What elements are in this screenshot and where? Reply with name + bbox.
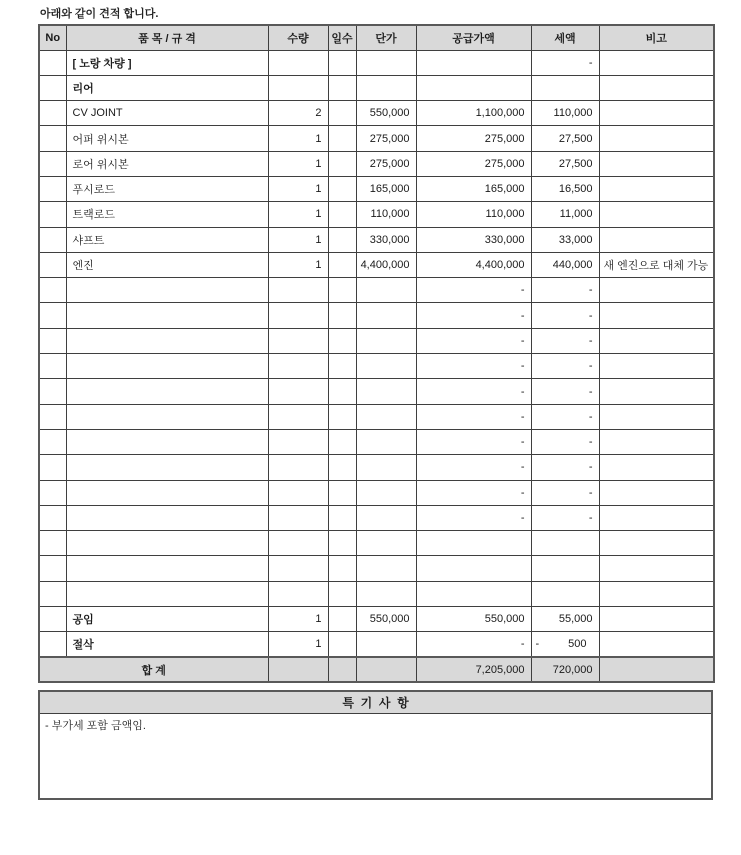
no-cell (39, 328, 66, 353)
total-row (39, 657, 714, 682)
no-cell (39, 379, 66, 404)
header-unit-price: 단가 (356, 25, 416, 50)
special-notes-box (38, 690, 713, 800)
tax-cell: - (531, 328, 599, 353)
unit-price-cell (356, 505, 416, 530)
note-cell (599, 657, 714, 682)
header-no: No (39, 25, 66, 50)
note-cell (599, 227, 714, 252)
days-cell (328, 202, 356, 227)
table-row (39, 505, 714, 530)
note-cell (599, 379, 714, 404)
supply-cell: - (416, 455, 531, 480)
unit-price-cell: 275,000 (356, 151, 416, 176)
note-cell (599, 354, 714, 379)
item-cell: 공임 (66, 607, 268, 632)
qty-cell: 1 (268, 607, 328, 632)
header-item-spec: 품 목 / 규 격 (66, 25, 268, 50)
unit-price-cell (356, 379, 416, 404)
no-cell (39, 632, 66, 657)
unit-price-cell: 550,000 (356, 607, 416, 632)
days-cell (328, 531, 356, 556)
table-row (39, 202, 714, 227)
supply-cell: - (416, 303, 531, 328)
table-row (39, 354, 714, 379)
note-cell (599, 480, 714, 505)
tax-cell: 720,000 (531, 657, 599, 682)
table-row (39, 480, 714, 505)
days-cell (328, 556, 356, 581)
table-row (39, 75, 714, 100)
qty-cell: 1 (268, 176, 328, 201)
days-cell (328, 151, 356, 176)
table-row (39, 404, 714, 429)
no-cell (39, 75, 66, 100)
note-cell (599, 607, 714, 632)
item-cell (66, 328, 268, 353)
supply-cell (416, 581, 531, 606)
item-cell: CV JOINT (66, 101, 268, 126)
days-cell (328, 379, 356, 404)
item-cell (66, 429, 268, 454)
item-cell: [ 노랑 차량 ] (66, 50, 268, 75)
no-cell (39, 455, 66, 480)
item-cell (66, 480, 268, 505)
unit-price-cell (356, 632, 416, 657)
days-cell (328, 607, 356, 632)
days-cell (328, 404, 356, 429)
note-cell (599, 151, 714, 176)
days-cell (328, 429, 356, 454)
supply-cell (416, 75, 531, 100)
header-remarks: 비고 (599, 25, 714, 50)
qty-cell: 1 (268, 632, 328, 657)
note-cell (599, 328, 714, 353)
days-cell (328, 126, 356, 151)
table-row (39, 252, 714, 277)
item-cell: 어퍼 위시본 (66, 126, 268, 151)
table-row (39, 531, 714, 556)
table-row (39, 126, 714, 151)
quotation-table (38, 24, 715, 683)
supply-cell: 330,000 (416, 227, 531, 252)
note-cell (599, 632, 714, 657)
no-cell (39, 50, 66, 75)
header-tax: 세액 (531, 25, 599, 50)
no-cell (39, 303, 66, 328)
tax-cell: - (531, 50, 599, 75)
tax-cell (531, 75, 599, 100)
item-cell (66, 505, 268, 530)
tax-cell: - (531, 505, 599, 530)
intro-text: 아래와 같이 견적 합니다. (40, 8, 159, 20)
supply-cell (416, 556, 531, 581)
note-cell (599, 278, 714, 303)
days-cell (328, 657, 356, 682)
note-cell (599, 126, 714, 151)
days-cell (328, 354, 356, 379)
table-row (39, 556, 714, 581)
header-supply-amount: 공급가액 (416, 25, 531, 50)
supply-cell: 550,000 (416, 607, 531, 632)
tax-cell: - (531, 480, 599, 505)
special-notes-content: - 부가세 포함 금액임. (45, 720, 146, 732)
unit-price-cell: 275,000 (356, 126, 416, 151)
no-cell (39, 202, 66, 227)
supply-cell: 110,000 (416, 202, 531, 227)
qty-cell: 1 (268, 252, 328, 277)
table-row (39, 303, 714, 328)
item-cell (66, 278, 268, 303)
table-row (39, 581, 714, 606)
qty-cell (268, 657, 328, 682)
tax-accounting-format: - 500 (535, 638, 587, 651)
no-cell (39, 278, 66, 303)
tax-cell: - (531, 379, 599, 404)
no-cell (39, 429, 66, 454)
unit-price-cell (356, 354, 416, 379)
tax-cell: 110,000 (531, 101, 599, 126)
note-cell (599, 581, 714, 606)
tax-cell (531, 581, 599, 606)
supply-cell: 275,000 (416, 126, 531, 151)
no-cell (39, 505, 66, 530)
table-row (39, 455, 714, 480)
item-cell (66, 581, 268, 606)
note-cell (599, 505, 714, 530)
table-row (39, 278, 714, 303)
tax-cell: - (531, 404, 599, 429)
item-cell (66, 303, 268, 328)
table-row (39, 176, 714, 201)
no-cell (39, 531, 66, 556)
no-cell (39, 151, 66, 176)
note-cell (599, 176, 714, 201)
item-cell (66, 354, 268, 379)
qty-cell (268, 556, 328, 581)
qty-cell (268, 480, 328, 505)
no-cell (39, 227, 66, 252)
unit-price-cell: 550,000 (356, 101, 416, 126)
no-cell (39, 556, 66, 581)
items-body (39, 50, 714, 682)
qty-cell (268, 379, 328, 404)
table-row (39, 429, 714, 454)
supply-cell: 4,400,000 (416, 252, 531, 277)
note-cell (599, 50, 714, 75)
table-row (39, 607, 714, 632)
item-cell: 트랙로드 (66, 202, 268, 227)
tax-cell: 27,500 (531, 151, 599, 176)
days-cell (328, 101, 356, 126)
tax-cell (531, 531, 599, 556)
item-cell (66, 455, 268, 480)
unit-price-cell (356, 657, 416, 682)
no-cell (39, 252, 66, 277)
tax-cell (531, 632, 599, 657)
days-cell (328, 505, 356, 530)
table-row (39, 50, 714, 75)
supply-cell: - (416, 379, 531, 404)
supply-cell: 1,100,000 (416, 101, 531, 126)
unit-price-cell (356, 581, 416, 606)
item-cell: 푸시로드 (66, 176, 268, 201)
qty-cell: 1 (268, 202, 328, 227)
no-cell (39, 581, 66, 606)
supply-cell (416, 50, 531, 75)
supply-cell: 7,205,000 (416, 657, 531, 682)
qty-cell: 1 (268, 126, 328, 151)
qty-cell (268, 404, 328, 429)
no-cell (39, 404, 66, 429)
qty-cell: 2 (268, 101, 328, 126)
tax-cell: - (531, 278, 599, 303)
tax-cell: 33,000 (531, 227, 599, 252)
days-cell (328, 227, 356, 252)
item-cell: 엔진 (66, 252, 268, 277)
supply-cell: - (416, 480, 531, 505)
unit-price-cell (356, 480, 416, 505)
no-cell (39, 101, 66, 126)
item-cell (66, 531, 268, 556)
qty-cell (268, 581, 328, 606)
no-cell (39, 126, 66, 151)
qty-cell (268, 531, 328, 556)
qty-cell (268, 455, 328, 480)
unit-price-cell (356, 75, 416, 100)
unit-price-cell: 110,000 (356, 202, 416, 227)
unit-price-cell: 330,000 (356, 227, 416, 252)
supply-cell: - (416, 278, 531, 303)
days-cell (328, 176, 356, 201)
table-row (39, 151, 714, 176)
note-cell (599, 101, 714, 126)
days-cell (328, 480, 356, 505)
item-cell: 샤프트 (66, 227, 268, 252)
table-row (39, 379, 714, 404)
qty-cell: 1 (268, 151, 328, 176)
no-cell (39, 607, 66, 632)
no-cell (39, 480, 66, 505)
supply-cell: 165,000 (416, 176, 531, 201)
table-header-row (39, 25, 714, 50)
item-cell: 로어 위시본 (66, 151, 268, 176)
total-label-cell: 합 계 (39, 657, 268, 682)
note-cell (599, 303, 714, 328)
qty-cell (268, 328, 328, 353)
header-days: 일수 (328, 25, 356, 50)
item-cell (66, 379, 268, 404)
qty-cell (268, 354, 328, 379)
qty-cell (268, 303, 328, 328)
special-notes-title: 특 기 사 항 (40, 692, 711, 714)
unit-price-cell (356, 278, 416, 303)
unit-price-cell (356, 531, 416, 556)
item-cell (66, 556, 268, 581)
days-cell (328, 581, 356, 606)
qty-cell (268, 505, 328, 530)
tax-cell: - (531, 354, 599, 379)
supply-cell: - (416, 429, 531, 454)
supply-cell: - (416, 505, 531, 530)
table-row (39, 101, 714, 126)
unit-price-cell (356, 455, 416, 480)
note-cell (599, 75, 714, 100)
supply-cell (416, 531, 531, 556)
days-cell (328, 632, 356, 657)
tax-cell (531, 556, 599, 581)
unit-price-cell (356, 50, 416, 75)
qty-cell (268, 75, 328, 100)
tax-cell: 440,000 (531, 252, 599, 277)
days-cell (328, 50, 356, 75)
table-row (39, 632, 714, 657)
item-cell (66, 404, 268, 429)
tax-cell: 16,500 (531, 176, 599, 201)
note-cell (599, 455, 714, 480)
header-quantity: 수량 (268, 25, 328, 50)
tax-cell: 27,500 (531, 126, 599, 151)
supply-cell: - (416, 328, 531, 353)
note-cell (599, 556, 714, 581)
unit-price-cell (356, 303, 416, 328)
supply-cell: - (416, 404, 531, 429)
qty-cell (268, 50, 328, 75)
tax-cell: - (531, 429, 599, 454)
supply-cell: - (416, 354, 531, 379)
table-row (39, 328, 714, 353)
unit-price-cell (356, 429, 416, 454)
tax-cell: - (531, 455, 599, 480)
no-cell (39, 176, 66, 201)
unit-price-cell: 165,000 (356, 176, 416, 201)
note-cell (599, 531, 714, 556)
item-cell: 리어 (66, 75, 268, 100)
days-cell (328, 455, 356, 480)
unit-price-cell (356, 328, 416, 353)
supply-cell: - (416, 632, 531, 657)
note-cell (599, 429, 714, 454)
days-cell (328, 303, 356, 328)
tax-cell: 11,000 (531, 202, 599, 227)
qty-cell (268, 429, 328, 454)
days-cell (328, 328, 356, 353)
note-cell (599, 202, 714, 227)
days-cell (328, 75, 356, 100)
tax-cell: - (531, 303, 599, 328)
qty-cell: 1 (268, 227, 328, 252)
supply-cell: 275,000 (416, 151, 531, 176)
days-cell (328, 278, 356, 303)
unit-price-cell: 4,400,000 (356, 252, 416, 277)
unit-price-cell (356, 404, 416, 429)
qty-cell (268, 278, 328, 303)
table-row (39, 227, 714, 252)
no-cell (39, 354, 66, 379)
days-cell (328, 252, 356, 277)
tax-cell: 55,000 (531, 607, 599, 632)
note-cell (599, 404, 714, 429)
note-cell: 새 엔진으로 대체 가능 (599, 252, 714, 277)
item-cell: 절삭 (66, 632, 268, 657)
unit-price-cell (356, 556, 416, 581)
